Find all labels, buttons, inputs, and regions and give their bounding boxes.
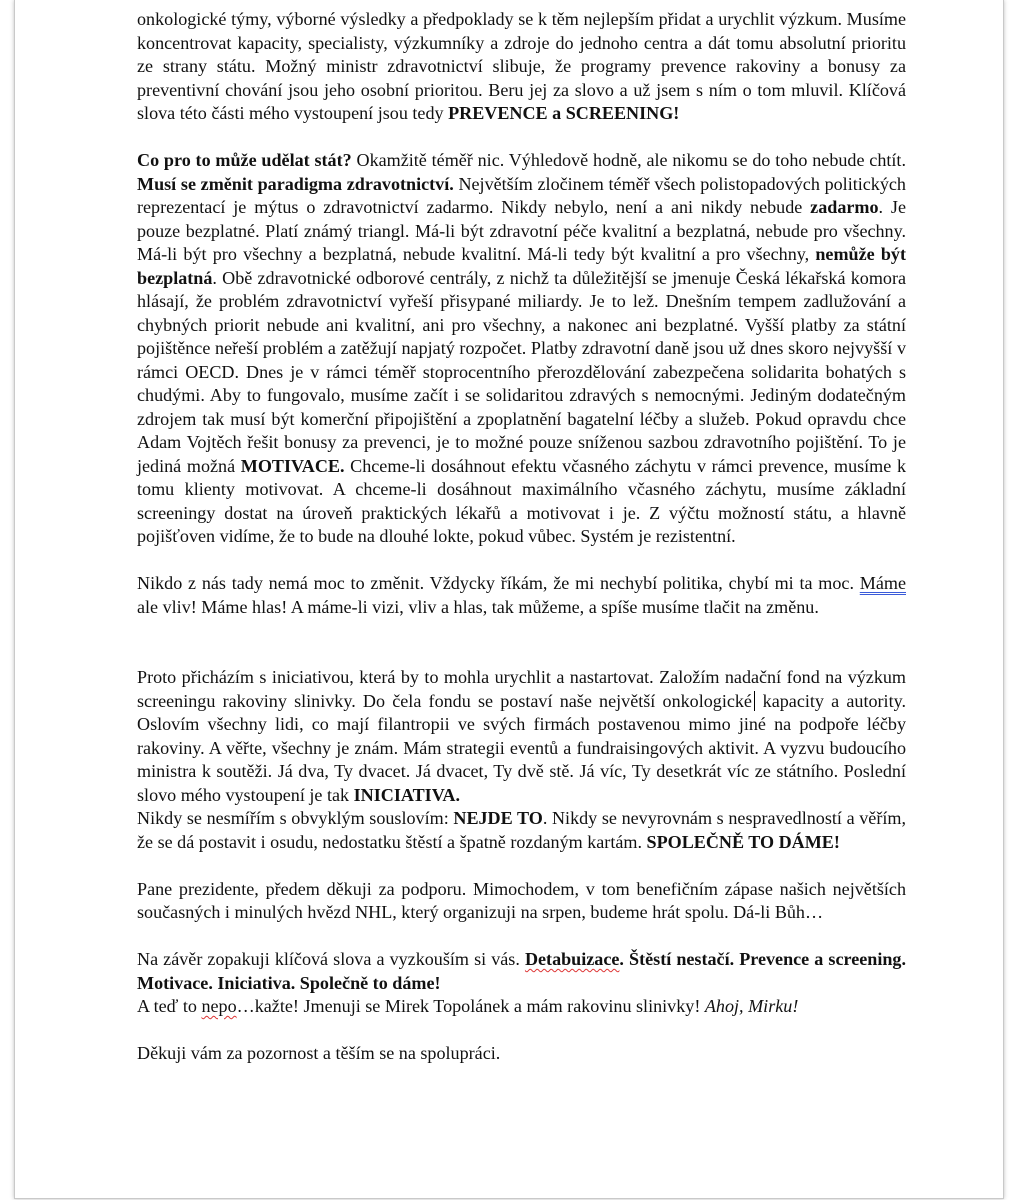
paragraph-text: A teď to [137, 996, 202, 1016]
spelling-flagged-word[interactable]: nepo [201, 996, 237, 1016]
bold-phrase: MOTIVACE. [240, 455, 345, 476]
keyword-spolecne: SPOLEČNĚ TO DÁME! [646, 831, 840, 852]
paragraph-spacer [137, 1019, 906, 1043]
greeting-italic: Ahoj, Mirku! [704, 996, 799, 1016]
paragraph-text: . Nikdy se nevyrovnám s nespravedlností a věřím, že se dá postavit i osudu, nedostatku štěstí a špatně rozdaným kartám. [137, 808, 906, 852]
document-page [14, 0, 1004, 1199]
paragraph-keywords [137, 948, 906, 995]
paragraph-text: onkologické týmy, výborné výsledky a předpoklady se k těm nejlepším přidat a urychlit výzkum. Musíme koncentrovat kapacity, specialisty, výzkumníky a zdroje do jednoho centra a dát tomu absolutní prioritu ze strany státu. Možný ministr zdravotnictví slibuje, že programy prevence rakoviny a bonusy za preventivní chování jsou jeho osobní prioritou. Beru jej za slovo a už jsem s ním o tom mluvil. Klíčová slova této části mého vystoupení jsou tedy [137, 9, 906, 123]
keyword-summary: . Štěstí nestačí. Prevence a screening. Motivace. Iniciativa. Společně to dáme! [137, 949, 906, 993]
paragraph-text: Okamžitě téměř nic. Výhledově hodně, ale nikomu se do toho nebude chtít. [351, 150, 906, 170]
document-body[interactable] [137, 8, 906, 1066]
paragraph-name [137, 995, 906, 1019]
paragraph-spacer [137, 643, 906, 667]
paragraph-president [137, 878, 906, 925]
keyword-prevention-screening: PREVENCE a SCREENING! [448, 103, 680, 123]
paragraph-text: Proto přicházím s iniciativou, která by to mohla urychlit a nastartovat. Založím nadační fond na výzkum screeningu rakoviny slinivky. Do čela fondu se postaví naše největší onkologické [137, 667, 906, 711]
spelling-flagged-word[interactable]: Detabuizace [524, 949, 620, 969]
paragraph-spacer [137, 549, 906, 573]
paragraph-text: …kažte! Jmenuji se Mirek Topolánek a mám rakovinu slinivky! [236, 996, 705, 1016]
paragraph-text: Děkuji vám za pozornost a těším se na spolupráci. [137, 1043, 501, 1063]
bold-phrase: zadarmo [810, 197, 879, 217]
keyword-initiative: INICIATIVA. [353, 784, 461, 805]
bold-phrase: nemůže být bezplatná [137, 244, 906, 288]
paragraph-text: Největším zločinem téměř všech polistopadových politických reprezentací je mýtus o zdravotnictví zadarmo. Nikdy nebylo, není a ani nikdy nebude [137, 173, 906, 217]
paragraph-text: Nikdo z nás tady nemá moc to změnit. Vždycky říkám, že mi nechybí politika, chybí mi ta moc. [137, 573, 860, 593]
paragraph-text: Chceme-li dosáhnout efektu včasného záchytu v rámci prevence, musíme k tomu klienty motivovat. A chceme-li dosáhnout maximálního včasného záchytu, musíme základní screeningy dostat na úroveň praktických lékařů a motivovat i je. Z výčtu možností státu, a hlavně pojišťoven vidíme, že to bude na dlouhé lokte, pokud vůbec. Systém je rezistentní. [137, 455, 906, 546]
paragraph-spacer [137, 854, 906, 878]
paragraph-never [137, 807, 906, 854]
paragraph-text: Nikdy se nesmířím s obvyklým souslovím: [137, 808, 454, 828]
keyword-nejde-to: NEJDE TO [453, 808, 543, 828]
paragraph-state [137, 149, 906, 549]
paragraph-text: ale vliv! Máme hlas! A máme-li vizi, vliv a hlas, tak můžeme, a spíše musíme tlačit na změnu. [137, 596, 819, 617]
paragraph-text: . Je pouze bezplatné. Platí známý triangl. Má-li být zdravotní péče kvalitní a bezplatná, nebude pro všechny. Má-li být pro všechny a bezplatná, nebude kvalitní. Má-li tedy být kvalitní a pro všechny, [137, 197, 906, 264]
bold-phrase: Musí se změnit paradigma zdravotnictví. [137, 173, 454, 194]
paragraph-text: kapacity a autority. Oslovím všechny lidi, co mají filantropii ve svých firmách postavenou mimo jiné na podpoře léčby rakoviny. A věřte, všechny je znám. Mám strategii eventů a fundraisingových aktivit. A vyzvu budoucího ministra k soutěži. Já dva, Ty dvacet. Já dvacet, Ty dvě stě. Já víc, Ty desetkrát víc ze státního. Poslední slovo mého vystoupení je tak [137, 690, 906, 805]
paragraph-initiative [137, 666, 906, 807]
paragraph-prevention [137, 8, 906, 126]
paragraph-text: . Obě zdravotnické odborové centrály, z nichž ta důležitější se jmenuje Česká lékařská komora hlásají, že problém zdravotnictví vyřeší přisypané miliardy. Je to lež. Dnešním tempem zadlužování a chybných priorit nebude ani kvalitní, ani pro všechny, a nakonec ani bezplatné. Vyšší platby za státní pojištěnce neřeší problém a zatěžují napjatý rozpočet. Platby zdravotní daně jsou už dnes skoro nejvyšší v rámci OECD. Dnes je v rámci téměř stoprocentního přerozdělování zabezpečena solidarita bohatých s chudými. Aby to fungovalo, musíme začít i se solidaritou zdravých s nemocnými. Jediným dodatečným zdrojem tak musí být komerční připojištění a zpoplatnění bagatelní léčby a služeb. Pokud opravdu chce Adam Vojtěch řešit bonusy za prevenci, je to možné pouze sníženou sazbou zdravotního pojištění. To je jediná možná [137, 267, 906, 476]
paragraph-text: Pane prezidente, předem děkuji za podporu. Mimochodem, v tom benefičním zápase našich největších současných i minulých hvězd NHL, který organizuji na srpen, budeme hrát spolu. Dá-li Bůh… [137, 878, 906, 922]
bold-phrase: Co pro to může udělat stát? [137, 150, 352, 170]
paragraph-spacer [137, 619, 906, 643]
paragraph-spacer [137, 925, 906, 949]
grammar-flagged-word[interactable]: Máme [859, 573, 906, 593]
paragraph-spacer [137, 126, 906, 150]
paragraph-text: Na závěr zopakuji klíčová slova a vyzkouším si vás. [137, 949, 525, 969]
paragraph-influence [137, 572, 906, 619]
paragraph-thanks [137, 1042, 906, 1066]
